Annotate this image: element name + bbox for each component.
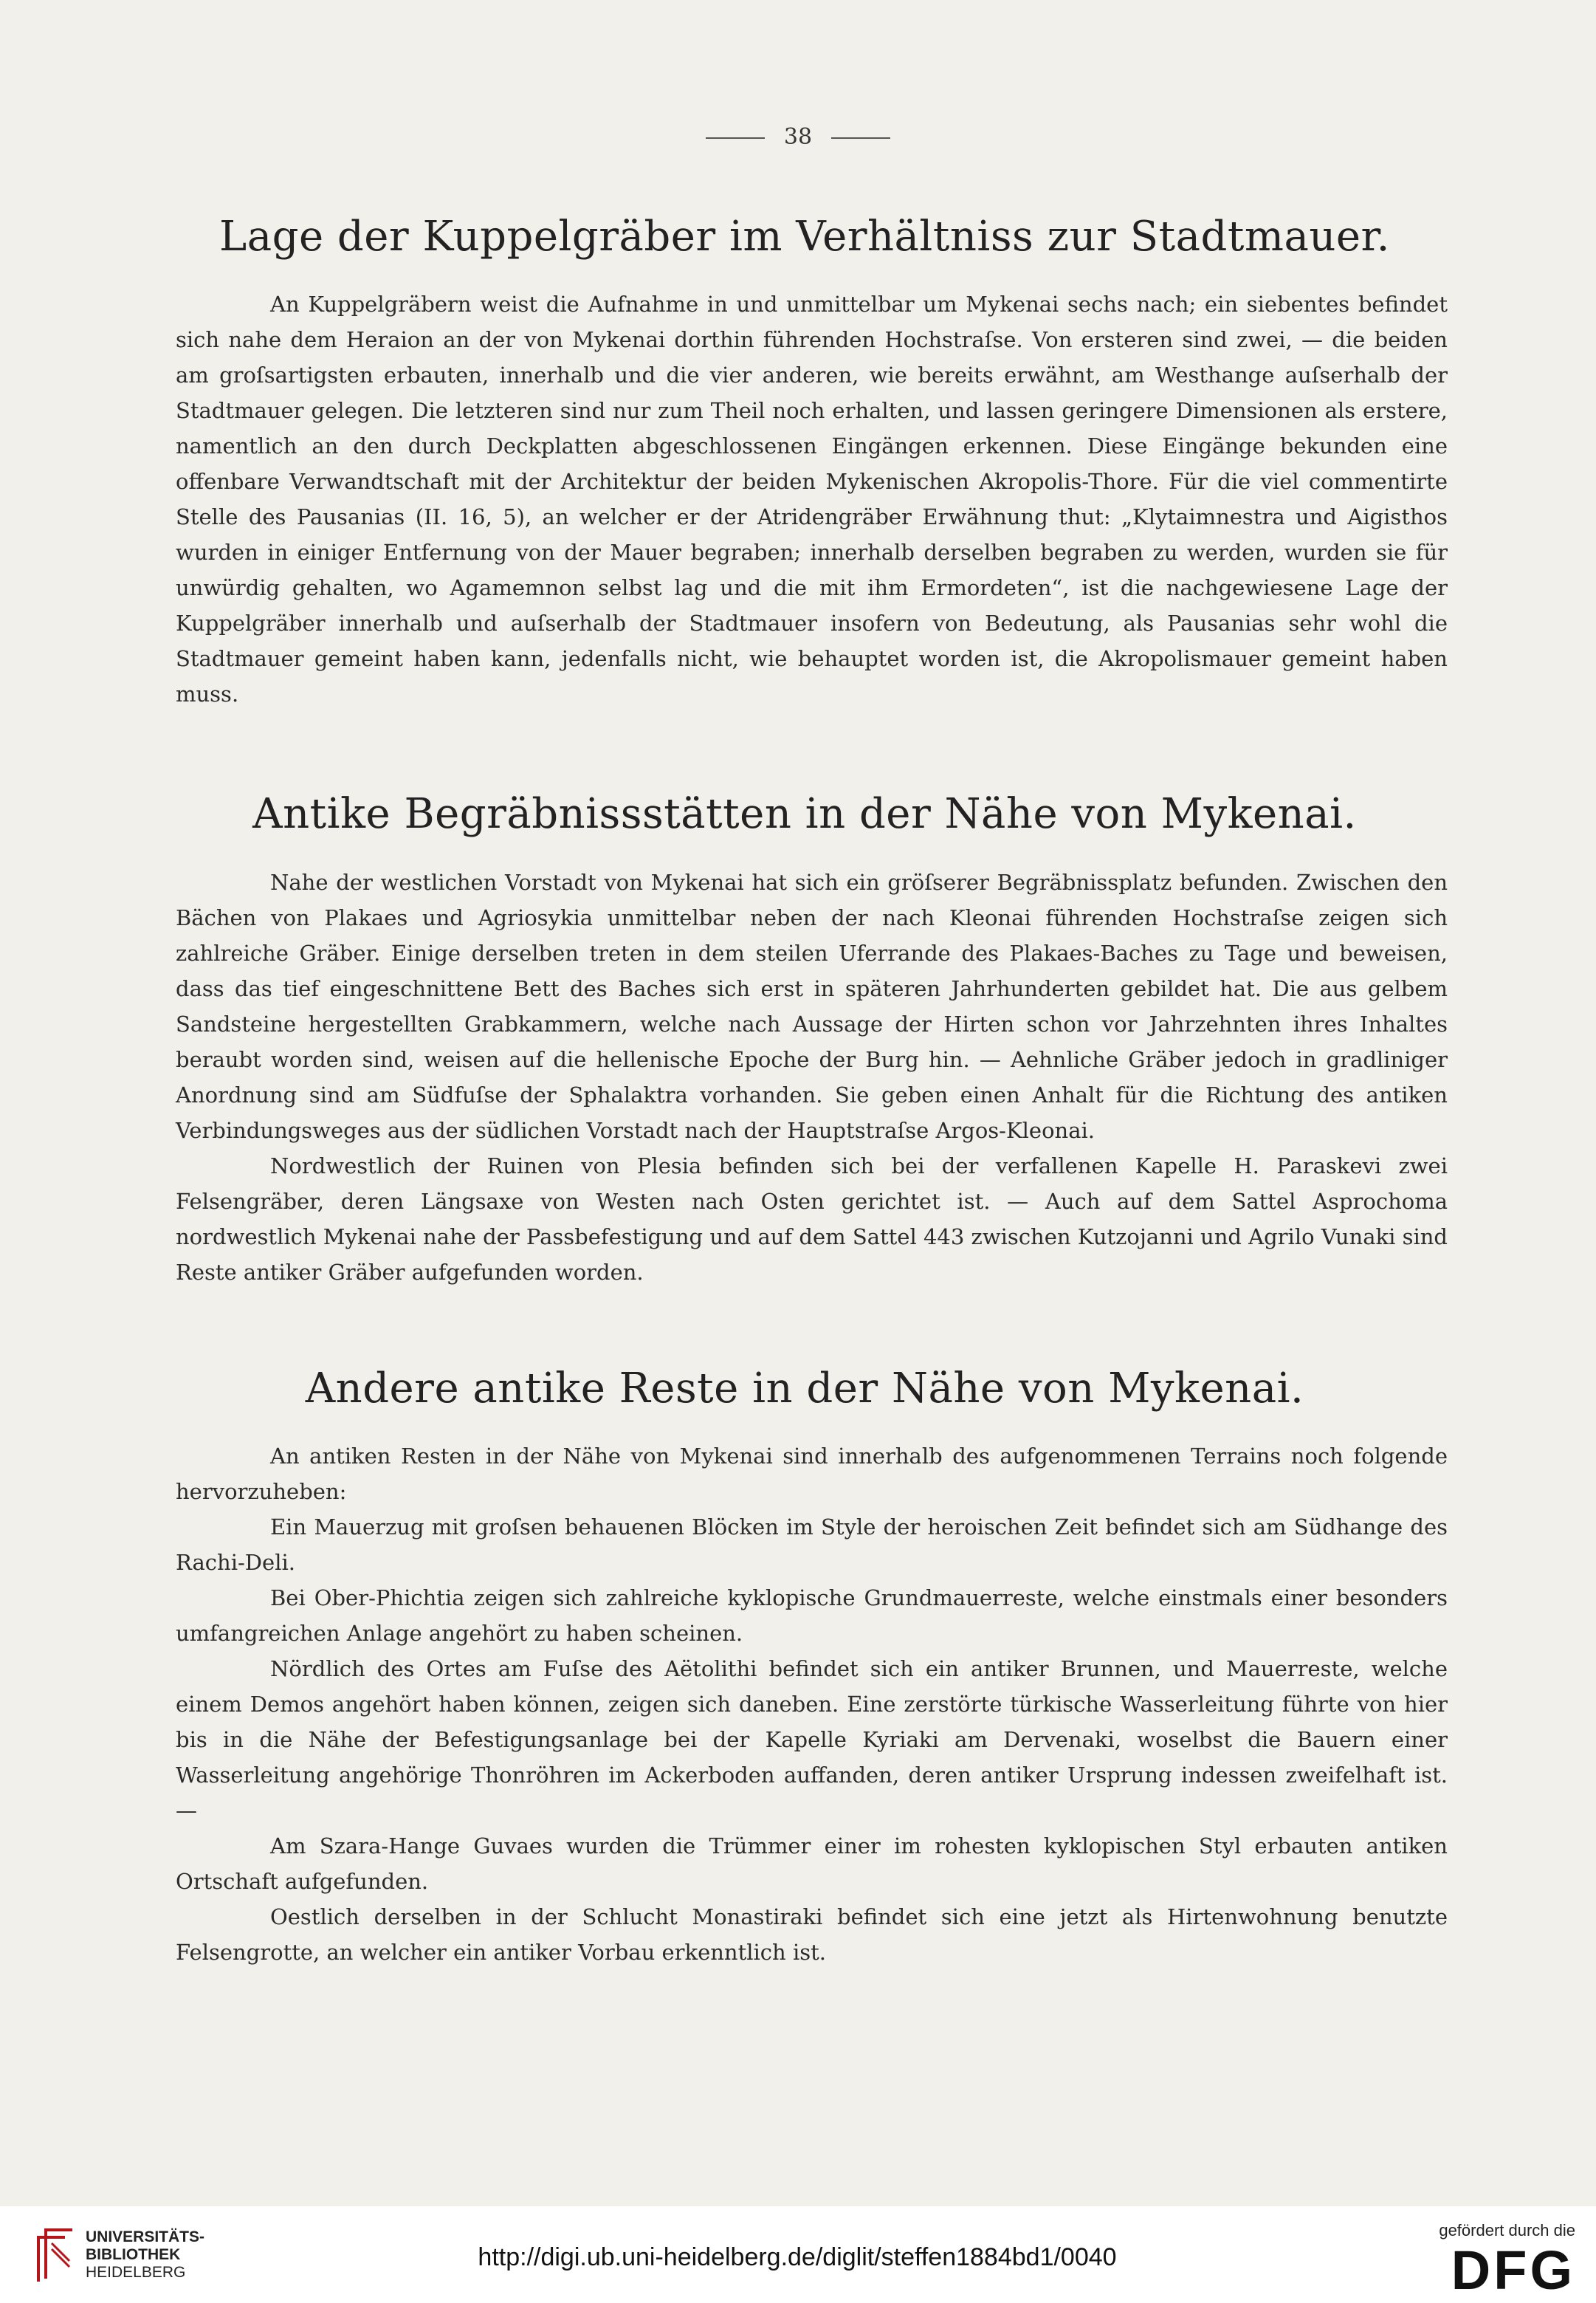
funding-note: gefördert durch die [1439,2221,1575,2239]
paragraph: Bei Ober-Phichtia zeigen sich zahlreiche kyklopische Grundmauerreste, welche einstmals einer besonders umfangreichen Anlage angehört zu haben scheinen. [176,1585,1448,1646]
section-body-2 [176,865,1448,1290]
library-name: UNIVERSITÄTS- BIBLIOTHEK HEIDELBERG [86,2228,205,2281]
page-number-rule-left [706,137,765,139]
dfg-logo: DFG [1451,2239,1575,2301]
digitization-footer [0,2206,1596,2303]
paragraph: Nahe der westlichen Vorstadt von Mykenai hat sich ein gröſserer Begräbnissplatz befunden. Zwischen den Bächen von Plakaes und Agriosykia unmittelbar neben der nach Kleonai führenden Hochstraſse zeigen sich zahlreiche Gräber. Einige derselben treten in dem steilen Uferrande des Plakaes-Baches zu Tage und beweisen, dass das tief eingeschnittene Bett des Baches sich erst in späteren Jahrhunderten gebildet hat. Die aus gelbem Sandsteine hergestellten Grabkammern, welche nach Aussage der Hirten schon vor Jahrzehnten ihres Inhaltes beraubt worden sind, weisen auf die hellenische Epoche der Burg hin. — Aehnliche Gräber jedoch in gradliniger Anordnung sind am Südfuſse der Sphalaktra vorhanden. Sie geben einen Anhalt für die Richtung des antiken Verbindungsweges aus der südlichen Vorstadt nach der Hauptstraſse Argos-Kleonai. [176,870,1448,1143]
paragraph: Oestlich derselben in der Schlucht Monastiraki befindet sich eine jetzt als Hirtenwohnung benutzte Felsengrotte, an welcher ein antiker Vorbau erkenntlich ist. [176,1904,1448,1965]
section-heading-1: Lage der Kuppelgräber im Verhältniss zur Stadtmauer. [219,213,1390,261]
permalink-url[interactable]: http://digi.ub.uni-heidelberg.de/diglit/steffen1884bd1/0040 [478,2243,1117,2271]
section-heading-3: Andere antike Reste in der Nähe von Mykenai. [305,1365,1304,1413]
paragraph: Nördlich des Ortes am Fuſse des Aëtolithi befindet sich ein antiker Brunnen, und Mauerreste, welche einem Demos angehört haben können, zeigen sich daneben. Eine zerstörte türkische Wasserleitung führte von hier bis in die Nähe der Befestigungsanlage bei der Kapelle Kyriaki am Dervenaki, woselbst die Bauern einer Wasserleitung angehörige Thonröhren im Ackerboden auffanden, deren antiker Ursprung indessen zweifelhaft ist. — [176,1656,1448,1823]
paragraph: An antiken Resten in der Nähe von Mykenai sind innerhalb des aufgenommenen Terrains noch folgende hervorzuheben: [176,1444,1448,1504]
page-number-rule-right [831,137,890,139]
university-library-logo-icon [30,2224,75,2283]
section-heading-2: Antike Begräbnissstätten in der Nähe von Mykenai. [252,790,1357,838]
paragraph: Ein Mauerzug mit groſsen behauenen Blöcken im Style der heroischen Zeit befindet sich am Südhange des Rachi-Deli. [176,1514,1448,1575]
section-body-1 [176,286,1448,712]
page-number: 38 [0,124,1596,150]
paragraph: Am Szara-Hange Guvaes wurden die Trümmer einer im rohesten kyklopischen Styl erbauten antiken Ortschaft aufgefunden. [176,1833,1448,1894]
paragraph: An Kuppelgräbern weist die Aufnahme in und unmittelbar um Mykenai sechs nach; ein siebentes befindet sich nahe dem Heraion an der von Mykenai dorthin führenden Hochstraſse. Von ersteren sind zwei, — die beiden am groſsartigsten erbauten, innerhalb und die vier anderen, wie bereits erwähnt, am Westhange auſserhalb der Stadtmauer gelegen. Die letzteren sind nur zum Theil noch erhalten, und lassen geringere Dimensionen als erstere, namentlich an den durch Deckplatten abgeschlossenen Eingängen erkennen. Diese Eingänge bekunden eine offenbare Verwandtschaft mit der Architektur der beiden Mykenischen Akropolis-Thore. Für die viel commentirte Stelle des Pausanias (II. 16, 5), an welcher er der Atridengräber Erwähnung thut: „Klytaimnestra und Aigisthos wurden in einiger Entfernung von der Mauer begraben; innerhalb derselben begraben zu werden, wurden sie für unwürdig gehalten, wo Agamemnon selbst lag und die mit ihm Ermordeten“, ist die nachgewiesene Lage der Kuppelgräber innerhalb und auſserhalb der Stadtmauer insofern von Bedeutung, als Pausanias sehr wohl die Stadtmauer gemeint haben kann, jedenfalls nicht, wie behauptet worden ist, die Akropolismauer gemeint haben muss. [176,292,1448,707]
section-body-3 [176,1438,1448,1970]
paragraph: Nordwestlich der Ruinen von Plesia befinden sich bei der verfallenen Kapelle H. Paraskevi zwei Felsengräber, deren Längsaxe von Westen nach Osten gerichtet ist. — Auch auf dem Sattel Asprochoma nordwestlich Mykenai nahe der Passbefestigung und auf dem Sattel 443 zwischen Kutzojanni und Agrilo Vunaki sind Reste antiker Gräber aufgefunden worden. [176,1153,1448,1285]
